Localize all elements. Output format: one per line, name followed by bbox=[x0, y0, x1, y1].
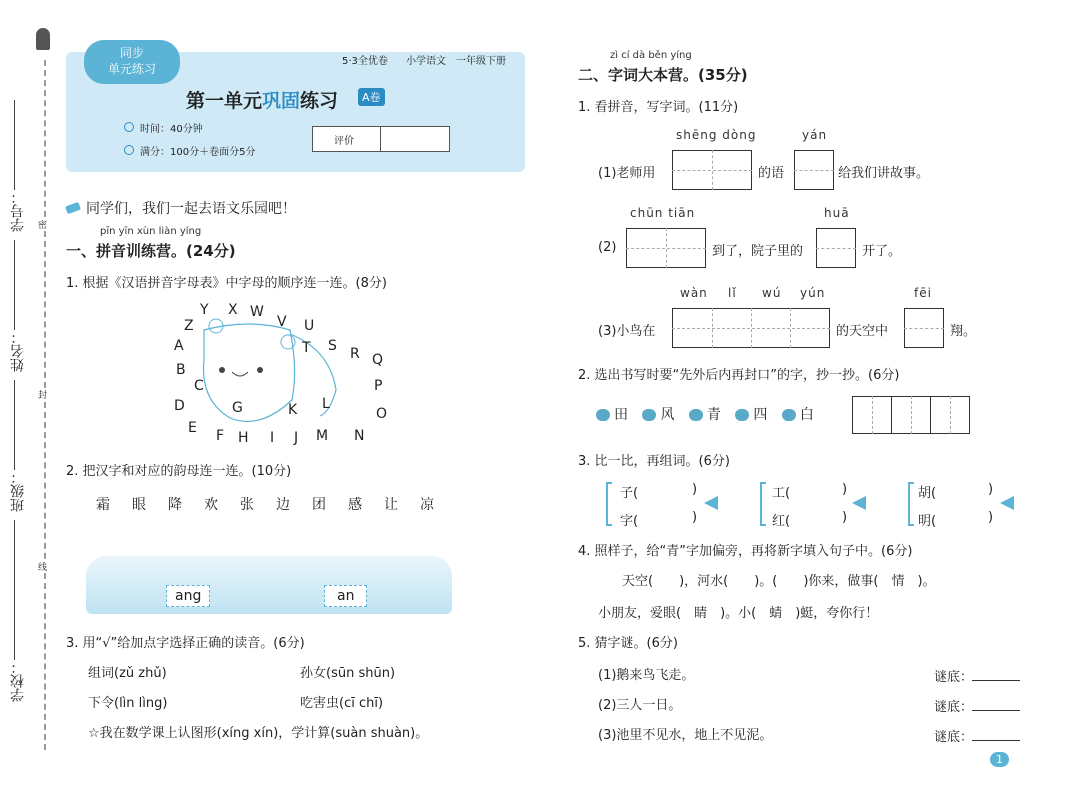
badge-line-1: 同步 bbox=[119, 46, 144, 60]
letter-e: E bbox=[188, 420, 197, 436]
r2-chars bbox=[596, 404, 814, 424]
binding-line bbox=[44, 60, 46, 750]
page-title bbox=[186, 86, 338, 113]
line-mark: 线 bbox=[38, 560, 47, 573]
letter-z: Z bbox=[184, 318, 194, 334]
r1-pinyin-6: lǐ bbox=[728, 286, 737, 300]
bear-eye-right bbox=[257, 367, 263, 373]
r5-answer-label: 谜底： bbox=[934, 670, 974, 685]
r1-pinyin-9: fēi bbox=[914, 286, 932, 300]
r2-char: 青 bbox=[706, 407, 721, 423]
r3-pair: 红( bbox=[772, 514, 791, 529]
letter-m: M bbox=[316, 428, 329, 444]
time-label: 时间：40分钟 bbox=[140, 124, 203, 135]
r3-close: ) bbox=[988, 482, 994, 497]
class-label: 班级： bbox=[10, 470, 26, 512]
r5-item: (1)鹅来鸟飞走。 bbox=[598, 668, 695, 683]
letter-g: G bbox=[232, 400, 243, 416]
final-ang-box: ang bbox=[166, 585, 210, 607]
answer-line[interactable] bbox=[972, 740, 1020, 741]
grid-line bbox=[891, 396, 892, 434]
subject-label: 小学语文 bbox=[406, 56, 446, 67]
r1-pinyin-1: shēng dòng bbox=[676, 128, 757, 142]
r1-pinyin-8: yún bbox=[800, 286, 826, 300]
q2-char: 边 bbox=[276, 497, 290, 513]
r1-s2b: 到了，院子里的 bbox=[712, 244, 804, 259]
r1-s3c: 翔。 bbox=[950, 324, 977, 339]
r3-close: ) bbox=[842, 482, 848, 497]
letter-j: J bbox=[294, 430, 299, 446]
q2-text: 2. 把汉字和对应的韵母连一连。(10分) bbox=[66, 464, 292, 479]
sec2-pinyin: zì cí dà běn yíng bbox=[610, 50, 692, 61]
frog-icon bbox=[642, 409, 656, 421]
r5-text: 5. 猜字谜。(6分) bbox=[578, 636, 678, 651]
letter-x: X bbox=[228, 302, 238, 318]
r3-close: ) bbox=[692, 482, 698, 497]
student-no-label: 学号： bbox=[10, 190, 26, 232]
mountain-banner bbox=[86, 556, 452, 614]
sec1-pinyin: pīn yīn xùn liàn yíng bbox=[100, 226, 202, 237]
r1-pinyin-3: chūn tiān bbox=[630, 206, 696, 220]
frog-icon bbox=[735, 409, 749, 421]
series-label: 5·3全优卷 bbox=[342, 56, 388, 67]
letter-h: H bbox=[238, 430, 249, 446]
grid-line bbox=[911, 396, 912, 434]
seal-mark-2: 封 bbox=[38, 388, 47, 401]
q2-char: 张 bbox=[240, 497, 254, 513]
grid-line bbox=[904, 328, 944, 329]
answer-line[interactable] bbox=[972, 680, 1020, 681]
r3-close: ) bbox=[842, 510, 848, 525]
r3-pair: 胡( bbox=[918, 486, 937, 501]
eval-divider bbox=[380, 126, 381, 152]
letter-a: A bbox=[174, 338, 184, 354]
bracket-left bbox=[908, 482, 914, 526]
letter-y: Y bbox=[200, 302, 209, 318]
letter-f: F bbox=[216, 428, 225, 444]
r1-pinyin-7: wú bbox=[762, 286, 782, 300]
r2-char: 白 bbox=[799, 407, 814, 423]
q1-text: 1. 根据《汉语拼音字母表》中字母的顺序连一连。(8分) bbox=[66, 276, 387, 291]
r3-text: 3. 比一比，再组词。(6分) bbox=[578, 454, 730, 469]
r2-text: 2. 选出书写时要“先外后内再封口”的字，抄一抄。(6分) bbox=[578, 368, 900, 383]
seal-mark: 密 bbox=[38, 218, 47, 231]
r3-pair: 工( bbox=[772, 486, 791, 501]
bear-ear-right bbox=[281, 335, 295, 349]
r5-answer-label: 谜底： bbox=[934, 730, 974, 745]
r2-char: 田 bbox=[614, 407, 628, 423]
q3-item: 孙女(sūn shūn) bbox=[300, 666, 396, 681]
q2-char: 降 bbox=[168, 497, 182, 513]
bear-eye-left bbox=[219, 367, 225, 373]
r2-char: 风 bbox=[660, 407, 675, 423]
grid-line bbox=[672, 328, 830, 329]
q3-item: 组词(zǔ zhǔ) bbox=[88, 666, 167, 681]
grid-line bbox=[950, 396, 951, 434]
r4-text: 4. 照样子，给“青”字加偏旁，再将新字填入句子中。(6分) bbox=[578, 544, 913, 559]
bracket-left bbox=[760, 482, 766, 526]
unit-badge bbox=[84, 40, 180, 84]
letter-b: B bbox=[176, 362, 186, 378]
name-label: 姓名： bbox=[10, 330, 26, 372]
frog-icon bbox=[782, 409, 796, 421]
answer-line[interactable] bbox=[972, 710, 1020, 711]
r1-pinyin-2: yán bbox=[802, 128, 828, 142]
clock-icon bbox=[124, 122, 134, 132]
check-icon bbox=[124, 145, 134, 155]
grid-line bbox=[930, 396, 931, 434]
bear-mouth bbox=[232, 372, 248, 376]
r2-char: 四 bbox=[753, 407, 768, 423]
r3-pair: 明( bbox=[918, 514, 937, 529]
q2-char: 霜 bbox=[96, 497, 110, 513]
letter-q: Q bbox=[372, 352, 384, 368]
frog-icon bbox=[689, 409, 703, 421]
title-part-c: 练习 bbox=[300, 90, 339, 112]
bow-icon bbox=[704, 496, 718, 510]
title-part-a: 第一单元 bbox=[186, 90, 263, 112]
r3-pair: 子( bbox=[620, 486, 639, 501]
letter-v: V bbox=[277, 314, 287, 330]
r3-pair: 字( bbox=[620, 514, 639, 529]
r1-pinyin-4: huā bbox=[824, 206, 850, 220]
letter-c: C bbox=[194, 378, 204, 394]
q2-char: 感 bbox=[348, 497, 362, 513]
grade-label: 一年级下册 bbox=[456, 56, 506, 67]
letter-w: W bbox=[250, 304, 264, 320]
badge-line-2: 单元练习 bbox=[107, 62, 156, 76]
letter-o: O bbox=[376, 406, 388, 422]
sec2-title: 二、字词大本营。(35分) bbox=[578, 66, 748, 84]
r4-line-2: 小朋友，爱眼( 睛 )。小( 蜻 )蜓，夸你行！ bbox=[598, 606, 879, 621]
r3-close: ) bbox=[692, 510, 698, 525]
r4-line-1: 天空( )，河水( )。( )你来，做事( 情 )。 bbox=[622, 574, 936, 589]
letter-u: U bbox=[304, 318, 315, 334]
q2-chars bbox=[96, 494, 434, 514]
q3-item: 下令(lìn lìng) bbox=[88, 696, 168, 711]
letter-s: S bbox=[328, 338, 337, 354]
r5-item: (2)三人一日。 bbox=[598, 698, 682, 713]
letter-t: T bbox=[302, 340, 311, 356]
letter-d: D bbox=[174, 398, 185, 414]
grid-line bbox=[872, 396, 873, 434]
title-part-b: 巩固 bbox=[262, 90, 301, 112]
grid-line bbox=[794, 170, 834, 171]
bow-icon bbox=[852, 496, 866, 510]
final-an-box: an bbox=[324, 585, 367, 607]
r1-text: 1. 看拼音，写字词。(11分) bbox=[578, 100, 739, 115]
grid-line bbox=[672, 170, 752, 171]
q3-text: 3. 用“√”给加点字选择正确的读音。(6分) bbox=[66, 636, 305, 651]
q2-char: 欢 bbox=[204, 497, 218, 513]
grid-line bbox=[626, 248, 706, 249]
letter-k: K bbox=[288, 402, 298, 418]
page-number: 1 bbox=[990, 752, 1009, 767]
school-label: 学校： bbox=[10, 660, 26, 702]
student-no-line bbox=[14, 100, 15, 190]
q2-char: 让 bbox=[384, 497, 398, 513]
q2-char: 凉 bbox=[420, 497, 434, 513]
class-line bbox=[14, 380, 15, 470]
frog-icon bbox=[596, 409, 610, 421]
letter-p: P bbox=[374, 378, 383, 394]
r1-pinyin-5: wàn bbox=[680, 286, 708, 300]
r1-s1c: 给我们讲故事。 bbox=[838, 166, 930, 181]
school-line bbox=[14, 520, 15, 660]
letter-n: N bbox=[354, 428, 365, 444]
r1-s1b: 的语 bbox=[758, 166, 785, 181]
q2-char: 团 bbox=[312, 497, 326, 513]
grid-line bbox=[816, 248, 856, 249]
eval-box bbox=[312, 126, 450, 152]
r5-item: (3)池里不见水，地上不见泥。 bbox=[598, 728, 773, 743]
r1-s2a: (2) bbox=[598, 240, 617, 255]
r1-s2c: 开了。 bbox=[862, 244, 902, 259]
q3-item: ☆我在数学课上认图形(xíng xín)，学计算(suàn shuàn)。 bbox=[88, 726, 429, 741]
r5-answer-label: 谜底： bbox=[934, 700, 974, 715]
r1-s3a: (3)小鸟在 bbox=[598, 324, 656, 339]
pen-icon bbox=[65, 202, 81, 214]
letter-i: I bbox=[270, 430, 275, 446]
sec1-title: 一、拼音训练营。(24分) bbox=[66, 242, 236, 260]
variant-badge: A卷 bbox=[358, 88, 385, 106]
r3-close: ) bbox=[988, 510, 994, 525]
name-line bbox=[14, 240, 15, 330]
bracket-left bbox=[606, 482, 612, 526]
rocket-icon bbox=[36, 28, 50, 50]
score-label: 满分：100分＋卷面分5分 bbox=[140, 147, 256, 158]
r1-s3b: 的天空中 bbox=[836, 324, 889, 339]
bow-icon bbox=[1000, 496, 1014, 510]
letter-r: R bbox=[350, 346, 360, 362]
q2-char: 眼 bbox=[132, 497, 146, 513]
r1-s1a: (1)老师用 bbox=[598, 166, 656, 181]
intro-text: 同学们，我们一起去语文乐园吧！ bbox=[86, 201, 296, 217]
q3-item: 吃害虫(cī chī) bbox=[300, 696, 384, 711]
eval-label: 评价 bbox=[334, 136, 354, 147]
letter-l: L bbox=[322, 396, 330, 412]
